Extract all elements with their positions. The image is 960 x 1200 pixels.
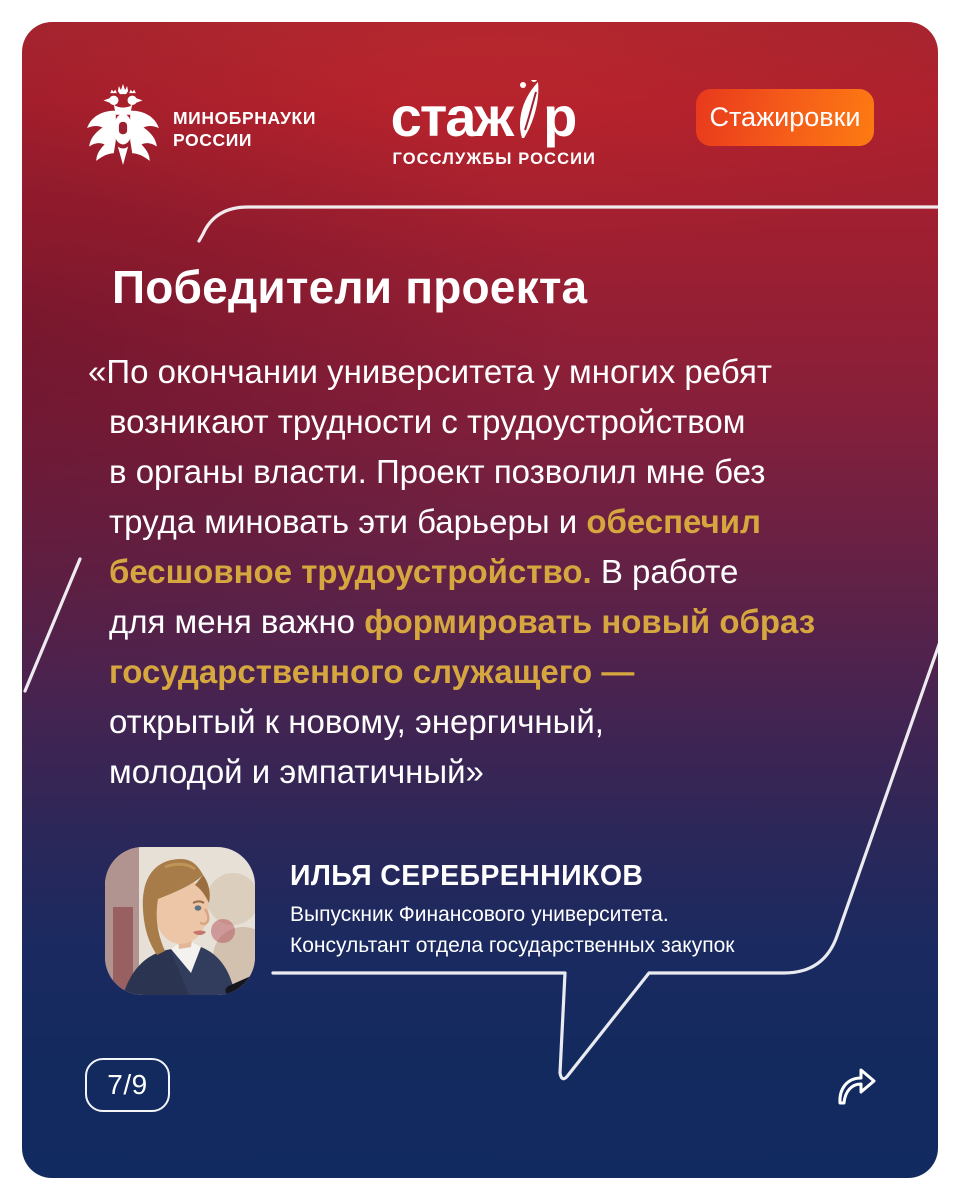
avatar-illustration [105,847,255,995]
share-arrow-icon [834,1066,878,1108]
quote-line: возникают трудности с трудоустройством [109,403,746,440]
avatar-photo [105,847,255,995]
page-indicator: 7/9 [107,1069,148,1100]
internships-button[interactable]: Стажировки [696,89,874,146]
person-desc-line1: Выпускник Финансового университета. [290,903,669,926]
quote-line: труда миновать эти барьеры и обеспечил [109,503,761,540]
stazher-logo [368,80,598,169]
page-title: Победители проекта [112,261,588,313]
wordmark-suffix: р [543,85,576,148]
quote-line: в органы власти. Проект позволил мне без [109,453,766,490]
card [22,22,938,1178]
quote-line: государственного служащего — [109,653,635,690]
quote-line: молодой и эмпатичный» [109,753,484,790]
logo-subtitle: ГОССЛУЖБЫ РОССИИ [392,150,596,168]
ministry-name-line1: МИНОБРНАУКИ [173,108,317,128]
double-headed-eagle-icon [84,82,162,170]
quote-text [88,347,938,797]
person-description [290,900,734,961]
ministry-name-line2: РОССИИ [173,129,253,150]
quote-line: «По окончании университета у многих ребят [88,353,772,390]
quote-line: открытый к новому, энергичный, [109,703,604,740]
quote-line: бесшовное трудоустройство. В работе [109,553,739,590]
quote-line: для меня важно формировать новый образ [109,603,816,640]
ministry-name [173,108,316,151]
stazher-wordmark [368,80,598,150]
page-indicator-badge [85,1058,170,1112]
person-name: ИЛЬЯ СЕРЕБРЕННИКОВ [290,860,644,892]
share-button[interactable] [834,1066,878,1108]
wordmark-prefix: стаж [390,85,513,148]
quill-feather-icon [515,80,541,140]
person-desc-line2: Консультант отдела государственных закупок [290,933,735,957]
